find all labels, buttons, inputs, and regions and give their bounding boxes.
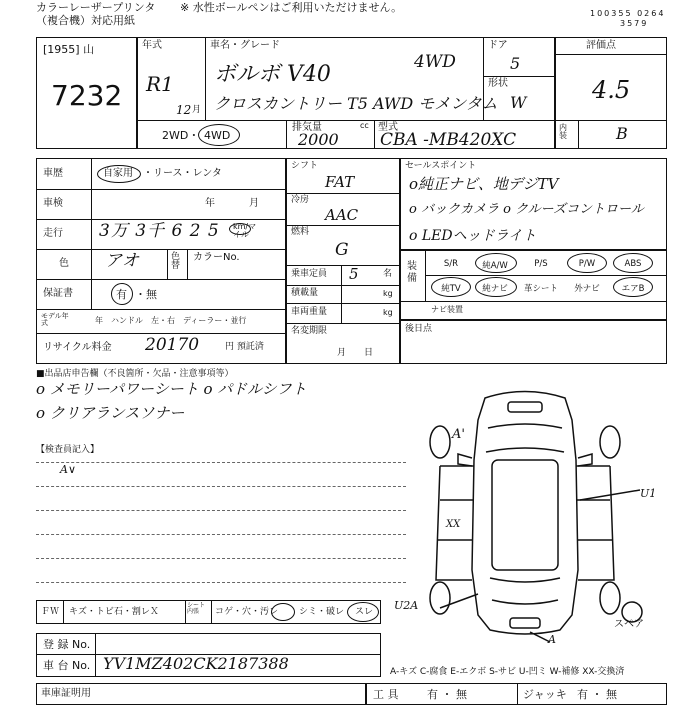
nav-circle	[475, 277, 517, 297]
sheet-label: シート内張	[187, 602, 206, 615]
month-value: 12	[176, 103, 192, 117]
tools-value: 有 ・ 無	[427, 688, 467, 701]
interior-label: 内装	[559, 123, 567, 140]
damage-codes-3: シミ・破レ	[299, 607, 345, 617]
damage-codes-2: コゲ・穴・汚レ	[215, 607, 279, 617]
recycle-amount: 20170	[145, 335, 200, 355]
pen-warning: ※ 水性ボールペンはご利用いただけません。	[180, 1, 403, 14]
shift-label: シフト	[291, 161, 319, 171]
shop-remarks-label: ■出品店申告欄（不良箇所・欠品・注意事項等）	[36, 369, 234, 379]
model-year-row: 年 ハンドル 左・右 ディーラー・並行	[95, 316, 247, 325]
score-label: 評価点	[586, 40, 616, 51]
km-circle	[229, 223, 251, 235]
form-number-2: 3579	[620, 19, 649, 28]
weight-label: 車両重量	[291, 307, 328, 317]
tv-circle	[431, 277, 471, 297]
mark-a-prime: A'	[452, 427, 465, 442]
year-value: R1	[146, 72, 174, 96]
drive-option-label: 2WD・	[162, 129, 200, 142]
specs-box	[286, 158, 400, 364]
inspector-note: A∨	[60, 463, 76, 476]
form-number: 100355 0264	[590, 9, 666, 18]
equip-nav: 純ナビ	[482, 284, 508, 294]
pw-circle	[567, 253, 607, 273]
color-value: アオ	[105, 251, 139, 271]
displacement-unit: cc	[360, 121, 369, 130]
year-label: 年式	[142, 40, 162, 51]
mileage-label: 走行	[43, 228, 63, 239]
equip-ps: P/S	[534, 259, 548, 269]
reg-change-unit: 月 日	[337, 348, 374, 358]
damage-codes-1: キズ・トビ石・割レＸ	[69, 607, 159, 617]
ac-value: AAC	[325, 206, 359, 224]
inspector-label: 【検査員記入】	[36, 445, 100, 455]
damage-codes-row	[36, 600, 381, 624]
mileage: 3万 3千 6 2 5	[99, 221, 220, 241]
alloy-circle	[475, 253, 517, 273]
equip-ext-nav: 外ナビ	[574, 284, 600, 294]
jack-label: ジャッキ	[523, 688, 567, 701]
chassis-number: YV1MZ402CK2187388	[103, 654, 289, 673]
shape-value: W	[510, 93, 527, 112]
mark-xx: XX	[446, 519, 461, 530]
sales-points-box	[400, 158, 667, 250]
equipment-label: 装備	[407, 261, 417, 284]
color-no-label: カラーNo.	[193, 252, 240, 263]
model-year-label: モデル年式	[41, 312, 69, 327]
damage-codes-4: スレ	[355, 607, 374, 617]
name-label: 車名・グレード	[210, 40, 280, 51]
model-code: CBA -MB420XC	[380, 130, 517, 150]
printer-note-1: カラーレーザープリンタ	[36, 1, 156, 14]
shop-remark-2: o クリアランスソナー	[36, 404, 185, 422]
inspection-month-unit: 月	[249, 198, 259, 209]
shop-remark-1: o メモリーパワーシート o パドルシフト	[36, 380, 307, 398]
tools-label: 工 具	[373, 688, 399, 701]
recycle-label: リサイクル料金	[43, 342, 112, 353]
fw-label: ＦＷ	[41, 607, 60, 617]
sales-points-label: セールスポイント	[405, 161, 477, 171]
shift-value: FAT	[325, 173, 355, 191]
after-label: 後日点	[405, 324, 433, 334]
capacity-label: 乗車定員	[291, 269, 328, 279]
lot-box	[36, 37, 137, 149]
mark-u2a: U2A	[394, 599, 419, 612]
warranty-selected: 有	[116, 288, 127, 301]
equip-leather: 革シート	[523, 284, 558, 294]
chassis-label: 車 台 No.	[43, 659, 91, 672]
equip-tv: 純TV	[441, 284, 461, 294]
spare-label: スペア	[614, 619, 644, 630]
equip-sr: S/R	[443, 259, 459, 269]
equip-airbag: エアB	[621, 284, 645, 294]
inspection-year-unit: 年	[205, 198, 215, 209]
interior-grade: B	[616, 124, 628, 143]
car-damage-diagram	[400, 380, 700, 650]
warranty-label: 保証書	[43, 288, 73, 299]
equip-alloy: 純A/W	[482, 261, 508, 271]
weight-unit: kg	[383, 308, 393, 317]
mark-a: A	[548, 633, 556, 646]
damage-legend: A-キズ C-腐食 E-エクボ S-サビ U-凹ミ W-補修 XX-交換済	[390, 667, 625, 677]
abs-circle	[613, 253, 653, 273]
warranty-options: ・無	[135, 288, 157, 301]
vehicle-box	[137, 37, 555, 149]
tools-box	[366, 683, 667, 705]
lot-tag: [1955] 山	[43, 43, 95, 56]
sales-point-1: o純正ナビ、地デジTV	[409, 175, 559, 193]
dirt-circle	[271, 603, 295, 621]
jack-value: 有 ・ 無	[577, 688, 617, 701]
ac-label: 冷房	[291, 195, 310, 205]
printer-note-2: （複合機）対応用紙	[36, 14, 135, 27]
inspection-label: 車検	[43, 198, 63, 209]
fuel-value: G	[335, 240, 349, 260]
after-points-box	[400, 320, 667, 364]
color-change-label: 色替	[171, 252, 181, 271]
score-value: 4.5	[592, 76, 631, 104]
load-label: 積載量	[291, 288, 319, 298]
sales-point-2: o バックカメラ o クルーズコントロール	[409, 202, 644, 217]
recycle-unit: 円 預託済	[225, 342, 264, 352]
sales-point-3: o LEDヘッドライト	[409, 228, 537, 244]
load-unit: kg	[383, 289, 393, 298]
mark-u1: U1	[640, 487, 657, 500]
capacity-value: 5	[349, 265, 359, 283]
reg-no-label: 登 録 No.	[43, 638, 91, 651]
garage-cert-label: 車庫証明用	[41, 688, 91, 699]
lot-number: 7232	[51, 79, 123, 112]
reg-change-label: 名変期限	[291, 326, 328, 336]
shape-label: 形状	[488, 78, 508, 89]
history-box	[36, 158, 286, 364]
score-box	[555, 37, 667, 149]
drive-selected: 4WD	[204, 129, 231, 142]
history-options: ・リース・レンタ	[143, 168, 222, 179]
grade: クロスカントリー T5 AWD モメンタム	[214, 94, 498, 113]
door-count: 5	[510, 54, 521, 73]
model-label: 型式	[378, 122, 398, 133]
car-name: ボルボ V40	[214, 62, 331, 87]
nav-device-label: ナビ装置	[431, 305, 463, 314]
displacement-label: 排気量	[292, 122, 322, 133]
airbag-circle	[613, 277, 653, 297]
drive-badge: 4WD	[414, 52, 456, 72]
color-label: 色	[59, 258, 69, 269]
capacity-unit: 名	[383, 269, 393, 279]
garage-cert-box	[36, 683, 366, 705]
equipment-box	[400, 250, 667, 320]
body-outline	[472, 392, 578, 635]
registration-box	[36, 633, 381, 677]
fuel-label: 燃料	[291, 227, 310, 237]
door-label: ドア	[488, 40, 508, 51]
equip-pw: P/W	[578, 259, 596, 269]
history-label: 車歴	[43, 168, 63, 179]
displacement: 2000	[298, 130, 339, 149]
mileage-unit: km/マイル	[233, 222, 257, 239]
equip-abs: ABS	[624, 259, 642, 269]
month-unit: 月	[192, 105, 202, 115]
history-selected: 自家用	[103, 168, 133, 179]
